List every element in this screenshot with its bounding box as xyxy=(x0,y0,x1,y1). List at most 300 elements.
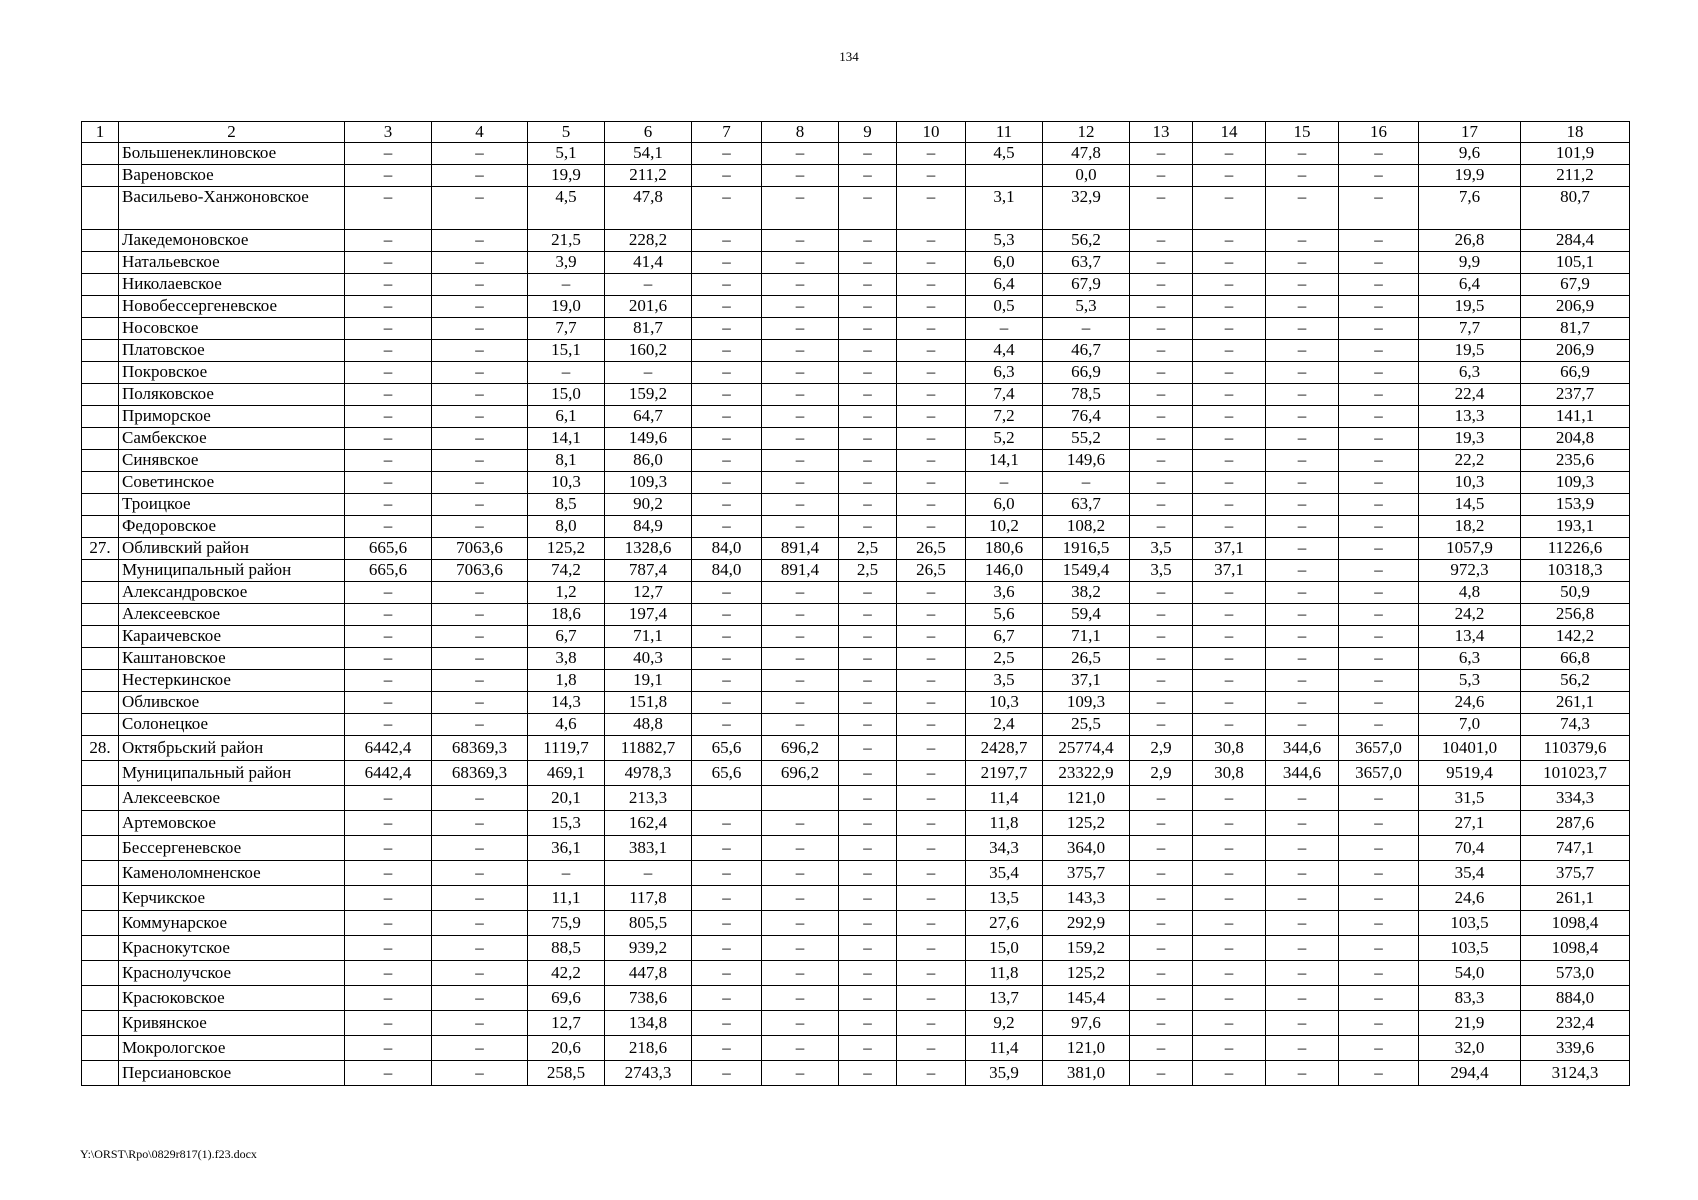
value-cell: – xyxy=(897,516,966,538)
value-cell: – xyxy=(345,516,432,538)
name-cell: Артемовское xyxy=(119,811,345,836)
value-cell: – xyxy=(897,143,966,165)
value-cell: – xyxy=(432,318,528,340)
value-cell: – xyxy=(1266,961,1339,986)
row-number-cell xyxy=(82,582,119,604)
value-cell: – xyxy=(897,384,966,406)
row-number-cell xyxy=(82,936,119,961)
value-cell: – xyxy=(692,836,762,861)
value-cell: – xyxy=(345,961,432,986)
table-row xyxy=(82,472,1630,494)
value-cell: 7063,6 xyxy=(432,538,528,560)
value-cell: – xyxy=(345,187,432,230)
value-cell: 15,0 xyxy=(966,936,1043,961)
value-cell: 4,5 xyxy=(966,143,1043,165)
value-cell: 180,6 xyxy=(966,538,1043,560)
value-cell: 884,0 xyxy=(1521,986,1630,1011)
value-cell: – xyxy=(1193,836,1266,861)
value-cell: – xyxy=(1193,626,1266,648)
value-cell xyxy=(966,165,1043,187)
value-cell: 2,5 xyxy=(839,560,897,582)
value-cell: 125,2 xyxy=(1043,811,1130,836)
value-cell: – xyxy=(1193,961,1266,986)
value-cell: – xyxy=(1043,318,1130,340)
name-cell: Поляковское xyxy=(119,384,345,406)
value-cell: 15,1 xyxy=(528,340,605,362)
table-row xyxy=(82,362,1630,384)
table-row xyxy=(82,1061,1630,1086)
value-cell: 32,0 xyxy=(1419,1036,1521,1061)
value-cell: – xyxy=(432,986,528,1011)
value-cell: – xyxy=(692,187,762,230)
name-cell: Алексеевское xyxy=(119,604,345,626)
row-number-cell xyxy=(82,428,119,450)
value-cell: – xyxy=(345,861,432,886)
value-cell: – xyxy=(692,626,762,648)
column-header: 12 xyxy=(1043,122,1130,143)
value-cell: 19,0 xyxy=(528,296,605,318)
table-row xyxy=(82,384,1630,406)
value-cell: – xyxy=(897,1011,966,1036)
value-cell: – xyxy=(1130,811,1193,836)
value-cell: 375,7 xyxy=(1521,861,1630,886)
value-cell: – xyxy=(1130,786,1193,811)
value-cell: – xyxy=(605,274,692,296)
value-cell: 5,3 xyxy=(966,230,1043,252)
value-cell: – xyxy=(432,1061,528,1086)
value-cell: 5,3 xyxy=(1419,670,1521,692)
value-cell: 3,5 xyxy=(1130,538,1193,560)
value-cell: – xyxy=(839,1036,897,1061)
value-cell: – xyxy=(1266,886,1339,911)
name-cell: Бессергеневское xyxy=(119,836,345,861)
value-cell: 10,2 xyxy=(966,516,1043,538)
value-cell: – xyxy=(839,604,897,626)
value-cell: – xyxy=(345,936,432,961)
value-cell: – xyxy=(762,582,839,604)
value-cell: 1549,4 xyxy=(1043,560,1130,582)
value-cell: – xyxy=(1130,911,1193,936)
value-cell: – xyxy=(692,318,762,340)
value-cell: – xyxy=(345,450,432,472)
value-cell: 6442,4 xyxy=(345,736,432,761)
value-cell: – xyxy=(1193,450,1266,472)
name-cell: Приморское xyxy=(119,406,345,428)
value-cell: 6,7 xyxy=(528,626,605,648)
value-cell: – xyxy=(762,384,839,406)
column-header: 17 xyxy=(1419,122,1521,143)
value-cell: – xyxy=(1339,986,1419,1011)
value-cell: 109,3 xyxy=(1521,472,1630,494)
value-cell: – xyxy=(692,714,762,736)
value-cell: – xyxy=(1339,143,1419,165)
value-cell: 32,9 xyxy=(1043,187,1130,230)
value-cell: – xyxy=(1266,836,1339,861)
value-cell: 2,9 xyxy=(1130,736,1193,761)
name-cell: Алексеевское xyxy=(119,786,345,811)
value-cell: – xyxy=(762,450,839,472)
row-number-cell: 27. xyxy=(82,538,119,560)
value-cell: – xyxy=(1193,187,1266,230)
row-number-cell xyxy=(82,274,119,296)
value-cell: 121,0 xyxy=(1043,1036,1130,1061)
value-cell: – xyxy=(1339,1061,1419,1086)
value-cell: 74,2 xyxy=(528,560,605,582)
value-cell: – xyxy=(1193,582,1266,604)
value-cell: – xyxy=(897,582,966,604)
table-row xyxy=(82,670,1630,692)
value-cell: – xyxy=(1266,428,1339,450)
row-number-cell xyxy=(82,811,119,836)
table-row xyxy=(82,296,1630,318)
value-cell: – xyxy=(605,861,692,886)
value-cell: 6,3 xyxy=(966,362,1043,384)
value-cell: 2,4 xyxy=(966,714,1043,736)
value-cell: – xyxy=(1193,714,1266,736)
table-row xyxy=(82,604,1630,626)
row-number-cell xyxy=(82,836,119,861)
value-cell xyxy=(762,786,839,811)
column-header: 16 xyxy=(1339,122,1419,143)
value-cell: 105,1 xyxy=(1521,252,1630,274)
value-cell: 14,1 xyxy=(528,428,605,450)
value-cell: – xyxy=(1130,494,1193,516)
value-cell: – xyxy=(1266,648,1339,670)
value-cell: – xyxy=(1339,384,1419,406)
value-cell: 6,0 xyxy=(966,494,1043,516)
value-cell: 235,6 xyxy=(1521,450,1630,472)
value-cell: 10,3 xyxy=(1419,472,1521,494)
table-row xyxy=(82,961,1630,986)
value-cell: 5,2 xyxy=(966,428,1043,450)
value-cell: – xyxy=(1130,296,1193,318)
value-cell: 159,2 xyxy=(1043,936,1130,961)
row-number-cell xyxy=(82,761,119,786)
value-cell: – xyxy=(692,143,762,165)
value-cell: – xyxy=(839,494,897,516)
value-cell: – xyxy=(692,494,762,516)
value-cell: – xyxy=(1193,936,1266,961)
value-cell: – xyxy=(1339,582,1419,604)
value-cell: 383,1 xyxy=(605,836,692,861)
value-cell: – xyxy=(897,604,966,626)
column-header: 1 xyxy=(82,122,119,143)
value-cell: 19,1 xyxy=(605,670,692,692)
value-cell: 15,0 xyxy=(528,384,605,406)
value-cell: 3657,0 xyxy=(1339,736,1419,761)
row-number-cell xyxy=(82,648,119,670)
value-cell: – xyxy=(1339,274,1419,296)
value-cell: – xyxy=(345,986,432,1011)
value-cell: – xyxy=(432,252,528,274)
page-number: 134 xyxy=(839,49,859,64)
value-cell: – xyxy=(897,836,966,861)
value-cell: – xyxy=(1339,318,1419,340)
value-cell: – xyxy=(1130,692,1193,714)
value-cell: 69,6 xyxy=(528,986,605,1011)
value-cell: 1916,5 xyxy=(1043,538,1130,560)
value-cell: – xyxy=(692,1011,762,1036)
value-cell: – xyxy=(1339,692,1419,714)
header-row xyxy=(82,122,1630,143)
value-cell: 117,8 xyxy=(605,886,692,911)
value-cell: – xyxy=(897,274,966,296)
value-cell: 2197,7 xyxy=(966,761,1043,786)
value-cell: – xyxy=(1266,296,1339,318)
value-cell: – xyxy=(1130,836,1193,861)
value-cell: 35,4 xyxy=(1419,861,1521,886)
value-cell: – xyxy=(692,582,762,604)
value-cell: 40,3 xyxy=(605,648,692,670)
value-cell: – xyxy=(839,692,897,714)
row-number-cell xyxy=(82,362,119,384)
value-cell: 1,8 xyxy=(528,670,605,692)
value-cell: – xyxy=(1130,384,1193,406)
value-cell: – xyxy=(432,1011,528,1036)
value-cell: 13,4 xyxy=(1419,626,1521,648)
value-cell: 1119,7 xyxy=(528,736,605,761)
value-cell: 21,9 xyxy=(1419,1011,1521,1036)
value-cell: 696,2 xyxy=(762,761,839,786)
value-cell: – xyxy=(1266,143,1339,165)
value-cell: – xyxy=(1266,986,1339,1011)
table-row xyxy=(82,165,1630,187)
value-cell: – xyxy=(345,836,432,861)
row-number-cell xyxy=(82,340,119,362)
value-cell: – xyxy=(897,986,966,1011)
value-cell: – xyxy=(692,274,762,296)
value-cell: 19,3 xyxy=(1419,428,1521,450)
value-cell: – xyxy=(432,472,528,494)
name-cell: Красюковское xyxy=(119,986,345,1011)
value-cell: 261,1 xyxy=(1521,692,1630,714)
value-cell: – xyxy=(528,861,605,886)
value-cell: 0,5 xyxy=(966,296,1043,318)
value-cell: – xyxy=(345,340,432,362)
value-cell: – xyxy=(1193,362,1266,384)
value-cell: – xyxy=(432,450,528,472)
value-cell: 84,9 xyxy=(605,516,692,538)
value-cell: 25774,4 xyxy=(1043,736,1130,761)
value-cell: – xyxy=(762,911,839,936)
value-cell: – xyxy=(1193,428,1266,450)
value-cell: – xyxy=(692,1061,762,1086)
value-cell: – xyxy=(345,786,432,811)
value-cell: 26,8 xyxy=(1419,230,1521,252)
value-cell: 7,2 xyxy=(966,406,1043,428)
value-cell: 37,1 xyxy=(1193,538,1266,560)
value-cell: – xyxy=(839,670,897,692)
value-cell: 972,3 xyxy=(1419,560,1521,582)
value-cell: – xyxy=(897,626,966,648)
table-row xyxy=(82,1036,1630,1061)
value-cell: – xyxy=(1193,472,1266,494)
value-cell: 469,1 xyxy=(528,761,605,786)
value-cell: 84,0 xyxy=(692,560,762,582)
table-row xyxy=(82,714,1630,736)
value-cell: – xyxy=(1193,1061,1266,1086)
value-cell: – xyxy=(839,936,897,961)
value-cell: 46,7 xyxy=(1043,340,1130,362)
value-cell: 6442,4 xyxy=(345,761,432,786)
value-cell: – xyxy=(345,362,432,384)
value-cell: 1,2 xyxy=(528,582,605,604)
value-cell: – xyxy=(1339,936,1419,961)
name-cell: Каштановское xyxy=(119,648,345,670)
value-cell: – xyxy=(432,936,528,961)
value-cell: – xyxy=(432,811,528,836)
value-cell: 232,4 xyxy=(1521,1011,1630,1036)
value-cell: – xyxy=(345,318,432,340)
value-cell: – xyxy=(345,428,432,450)
value-cell: 50,9 xyxy=(1521,582,1630,604)
value-cell: – xyxy=(1130,626,1193,648)
value-cell: – xyxy=(692,406,762,428)
value-cell: 193,1 xyxy=(1521,516,1630,538)
table-row xyxy=(82,836,1630,861)
table-row xyxy=(82,560,1630,582)
value-cell: 12,7 xyxy=(528,1011,605,1036)
value-cell: – xyxy=(1130,362,1193,384)
value-cell: – xyxy=(1266,340,1339,362)
table-row xyxy=(82,626,1630,648)
value-cell: – xyxy=(432,692,528,714)
value-cell: – xyxy=(1266,384,1339,406)
name-cell: Федоровское xyxy=(119,516,345,538)
row-number-cell xyxy=(82,494,119,516)
value-cell: – xyxy=(1266,560,1339,582)
value-cell: – xyxy=(692,428,762,450)
value-cell: 24,6 xyxy=(1419,692,1521,714)
row-number-cell xyxy=(82,560,119,582)
value-cell: 101023,7 xyxy=(1521,761,1630,786)
value-cell: – xyxy=(432,362,528,384)
value-cell: – xyxy=(432,428,528,450)
table-row xyxy=(82,861,1630,886)
value-cell: 204,8 xyxy=(1521,428,1630,450)
value-cell: – xyxy=(432,1036,528,1061)
value-cell: – xyxy=(692,811,762,836)
value-cell: 9,9 xyxy=(1419,252,1521,274)
value-cell: – xyxy=(762,886,839,911)
value-cell: – xyxy=(345,494,432,516)
value-cell: 36,1 xyxy=(528,836,605,861)
value-cell: 10318,3 xyxy=(1521,560,1630,582)
value-cell: – xyxy=(839,230,897,252)
table-row xyxy=(82,187,1630,230)
value-cell: – xyxy=(897,670,966,692)
value-cell: – xyxy=(345,1036,432,1061)
value-cell: – xyxy=(1266,450,1339,472)
value-cell: – xyxy=(762,811,839,836)
column-header: 10 xyxy=(897,122,966,143)
row-number-cell xyxy=(82,472,119,494)
value-cell: 7,7 xyxy=(1419,318,1521,340)
table-row xyxy=(82,340,1630,362)
value-cell xyxy=(692,786,762,811)
value-cell: 21,5 xyxy=(528,230,605,252)
value-cell: 344,6 xyxy=(1266,761,1339,786)
value-cell: 12,7 xyxy=(605,582,692,604)
value-cell: – xyxy=(1339,648,1419,670)
value-cell: – xyxy=(345,472,432,494)
value-cell: – xyxy=(528,362,605,384)
value-cell: – xyxy=(897,230,966,252)
value-cell: 891,4 xyxy=(762,560,839,582)
column-header: 15 xyxy=(1266,122,1339,143)
table-row xyxy=(82,936,1630,961)
column-header: 6 xyxy=(605,122,692,143)
value-cell: – xyxy=(1193,165,1266,187)
value-cell: 4978,3 xyxy=(605,761,692,786)
value-cell: – xyxy=(692,362,762,384)
value-cell: – xyxy=(897,786,966,811)
value-cell: – xyxy=(692,252,762,274)
value-cell: 125,2 xyxy=(1043,961,1130,986)
value-cell: – xyxy=(432,143,528,165)
value-cell: – xyxy=(1130,1036,1193,1061)
value-cell: 9,6 xyxy=(1419,143,1521,165)
value-cell: – xyxy=(839,406,897,428)
value-cell: 108,2 xyxy=(1043,516,1130,538)
value-cell: 13,5 xyxy=(966,886,1043,911)
value-cell: – xyxy=(1130,516,1193,538)
value-cell: 56,2 xyxy=(1521,670,1630,692)
value-cell: – xyxy=(692,986,762,1011)
value-cell: – xyxy=(762,143,839,165)
value-cell: 24,6 xyxy=(1419,886,1521,911)
value-cell: – xyxy=(432,626,528,648)
name-cell: Октябрьский район xyxy=(119,736,345,761)
column-header: 4 xyxy=(432,122,528,143)
value-cell: 24,2 xyxy=(1419,604,1521,626)
value-cell: – xyxy=(1266,252,1339,274)
value-cell: – xyxy=(692,296,762,318)
value-cell: 261,1 xyxy=(1521,886,1630,911)
value-cell: 34,3 xyxy=(966,836,1043,861)
value-cell: – xyxy=(1266,362,1339,384)
value-cell: 284,4 xyxy=(1521,230,1630,252)
footer-file-path: Y:\ORST\Rpo\0829r817(1).f23.docx xyxy=(80,1147,257,1161)
value-cell: – xyxy=(345,252,432,274)
value-cell: 160,2 xyxy=(605,340,692,362)
value-cell: 5,6 xyxy=(966,604,1043,626)
value-cell: – xyxy=(1266,187,1339,230)
value-cell: – xyxy=(345,911,432,936)
value-cell: – xyxy=(1266,786,1339,811)
value-cell: 84,0 xyxy=(692,538,762,560)
value-cell: – xyxy=(839,648,897,670)
value-cell: – xyxy=(1193,296,1266,318)
value-cell: – xyxy=(897,714,966,736)
value-cell: 375,7 xyxy=(1043,861,1130,886)
value-cell: 10401,0 xyxy=(1419,736,1521,761)
name-cell: Большенеклиновское xyxy=(119,143,345,165)
value-cell: 149,6 xyxy=(605,428,692,450)
value-cell: – xyxy=(692,692,762,714)
value-cell: – xyxy=(1266,1061,1339,1086)
value-cell: 4,4 xyxy=(966,340,1043,362)
value-cell: 37,1 xyxy=(1193,560,1266,582)
name-cell: Троицкое xyxy=(119,494,345,516)
value-cell: – xyxy=(762,516,839,538)
value-cell: – xyxy=(1339,538,1419,560)
value-cell: – xyxy=(1130,886,1193,911)
value-cell: 11,4 xyxy=(966,786,1043,811)
value-cell: – xyxy=(762,230,839,252)
value-cell: 31,5 xyxy=(1419,786,1521,811)
name-cell: Мокрологское xyxy=(119,1036,345,1061)
